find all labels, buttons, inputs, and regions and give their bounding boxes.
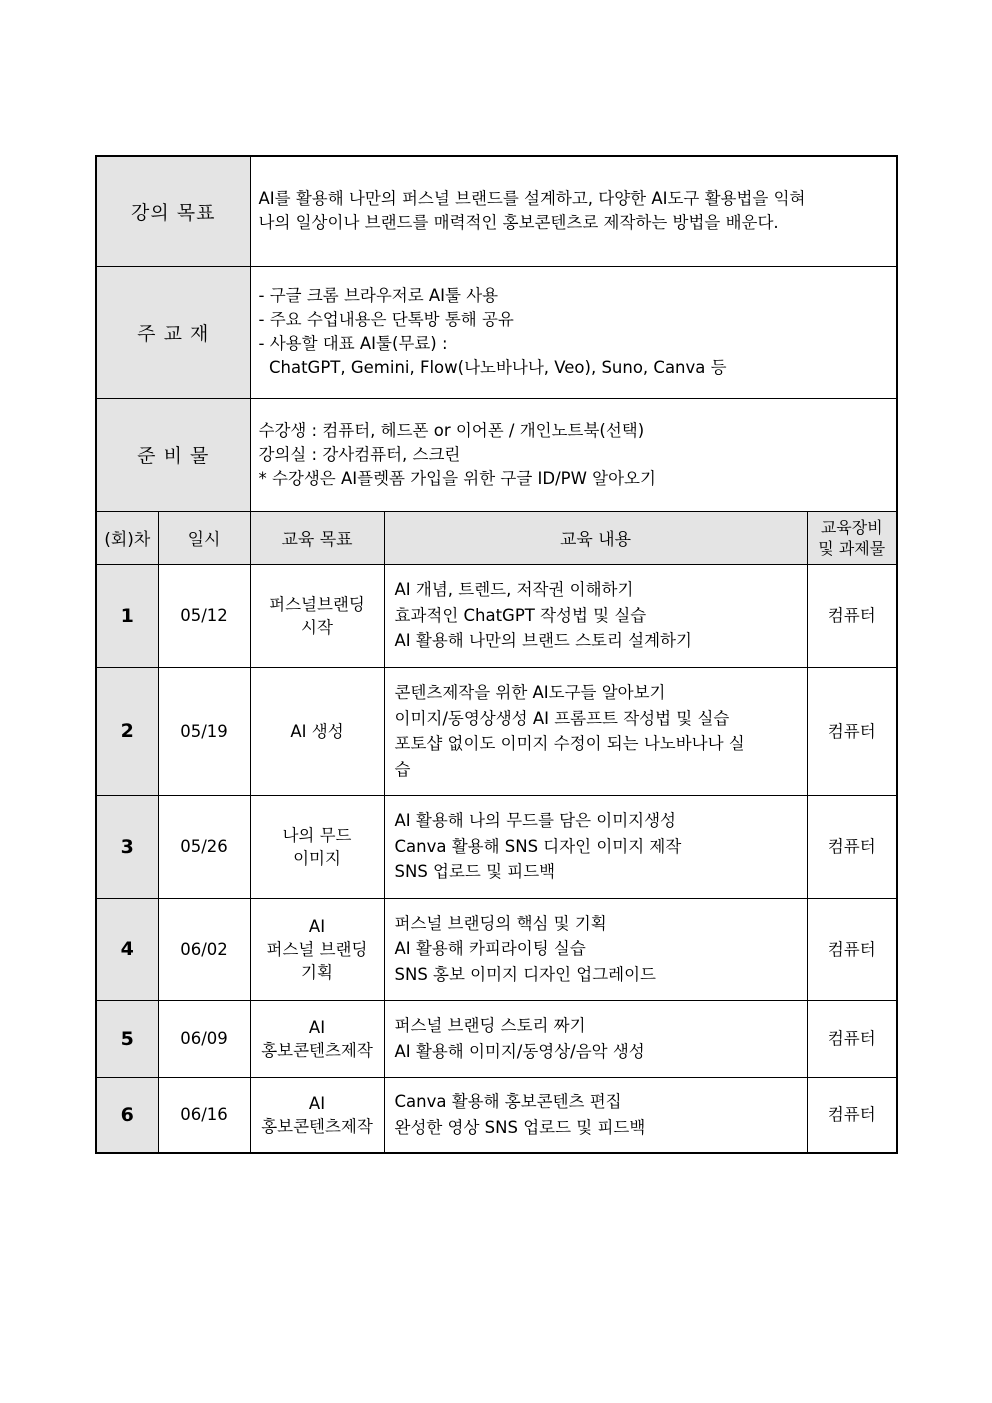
textbook-row: [96, 266, 897, 398]
round-number: 4: [96, 898, 158, 1000]
session-goal: AI 생성: [250, 667, 384, 795]
session-date: 06/02: [158, 898, 250, 1000]
session-content: AI 개념, 트렌드, 저작권 이해하기 효과적인 ChatGPT 작성법 및 실습 AI 활용해 나만의 브랜드 스토리 설계하기: [384, 564, 807, 667]
session-date: 06/09: [158, 1000, 250, 1077]
session-content: 콘텐츠제작을 위한 AI도구들 알아보기 이미지/동영상생성 AI 프롬프트 작성법 및 실습 포토샵 없이도 이미지 수정이 되는 나노바나나 실 습: [384, 667, 807, 795]
goal-row: [96, 156, 897, 266]
session-content: Canva 활용해 홍보콘텐츠 편집 완성한 영상 SNS 업로드 및 피드백: [384, 1077, 807, 1153]
materials-text: 수강생 : 컴퓨터, 헤드폰 or 이어폰 / 개인노트북(선택) 강의실 : 강사컴퓨터, 스크린 * 수강생은 AI플렛폼 가입을 위한 구글 ID/PW 알아오기: [250, 398, 897, 511]
textbook-text: - 구글 크롬 브라우저로 AI툴 사용 - 주요 수업내용은 단톡방 통해 공유 - 사용할 대표 AI툴(무료) : ChatGPT, Gemini, Flow(나노바나나, Veo), Suno, Canva 등: [250, 266, 897, 398]
round-number: 2: [96, 667, 158, 795]
header-date: 일시: [158, 511, 250, 564]
session-content: 퍼스널 브랜딩의 핵심 및 기획 AI 활용해 카피라이팅 실습 SNS 홍보 이미지 디자인 업그레이드: [384, 898, 807, 1000]
goal-label: 강의 목표: [96, 156, 250, 266]
session-goal: AI 홍보콘텐츠제작: [250, 1000, 384, 1077]
round-number: 3: [96, 795, 158, 898]
round-number: 6: [96, 1077, 158, 1153]
session-goal: 퍼스널브랜딩 시작: [250, 564, 384, 667]
table-row: [96, 564, 897, 667]
table-row: [96, 667, 897, 795]
session-goal: AI 홍보콘텐츠제작: [250, 1077, 384, 1153]
goal-text: AI를 활용해 나만의 퍼스널 브랜드를 설계하고, 다양한 AI도구 활용법을 익혀 나의 일상이나 브랜드를 매력적인 홍보콘텐츠로 제작하는 방법을 배운다.: [250, 156, 897, 266]
session-equipment: 컴퓨터: [807, 564, 897, 667]
course-plan-table: [95, 155, 898, 1154]
session-goal: 나의 무드 이미지: [250, 795, 384, 898]
header-round: (회)차: [96, 511, 158, 564]
table-row: [96, 898, 897, 1000]
session-equipment: 컴퓨터: [807, 898, 897, 1000]
session-equipment: 컴퓨터: [807, 667, 897, 795]
session-equipment: 컴퓨터: [807, 1077, 897, 1153]
round-number: 1: [96, 564, 158, 667]
schedule-header-row: [96, 511, 897, 564]
header-goal: 교육 목표: [250, 511, 384, 564]
session-goal: AI 퍼스널 브랜딩 기획: [250, 898, 384, 1000]
header-content: 교육 내용: [384, 511, 807, 564]
table-row: [96, 1077, 897, 1153]
session-date: 05/19: [158, 667, 250, 795]
header-equipment: 교육장비 및 과제물: [807, 511, 897, 564]
session-date: 05/26: [158, 795, 250, 898]
session-equipment: 컴퓨터: [807, 795, 897, 898]
round-number: 5: [96, 1000, 158, 1077]
session-equipment: 컴퓨터: [807, 1000, 897, 1077]
textbook-label: 주 교 재: [96, 266, 250, 398]
table-row: [96, 795, 897, 898]
materials-row: [96, 398, 897, 511]
session-date: 05/12: [158, 564, 250, 667]
table-row: [96, 1000, 897, 1077]
materials-label: 준 비 물: [96, 398, 250, 511]
session-content: AI 활용해 나의 무드를 담은 이미지생성 Canva 활용해 SNS 디자인 이미지 제작 SNS 업로드 및 피드백: [384, 795, 807, 898]
session-content: 퍼스널 브랜딩 스토리 짜기 AI 활용해 이미지/동영상/음악 생성: [384, 1000, 807, 1077]
session-date: 06/16: [158, 1077, 250, 1153]
